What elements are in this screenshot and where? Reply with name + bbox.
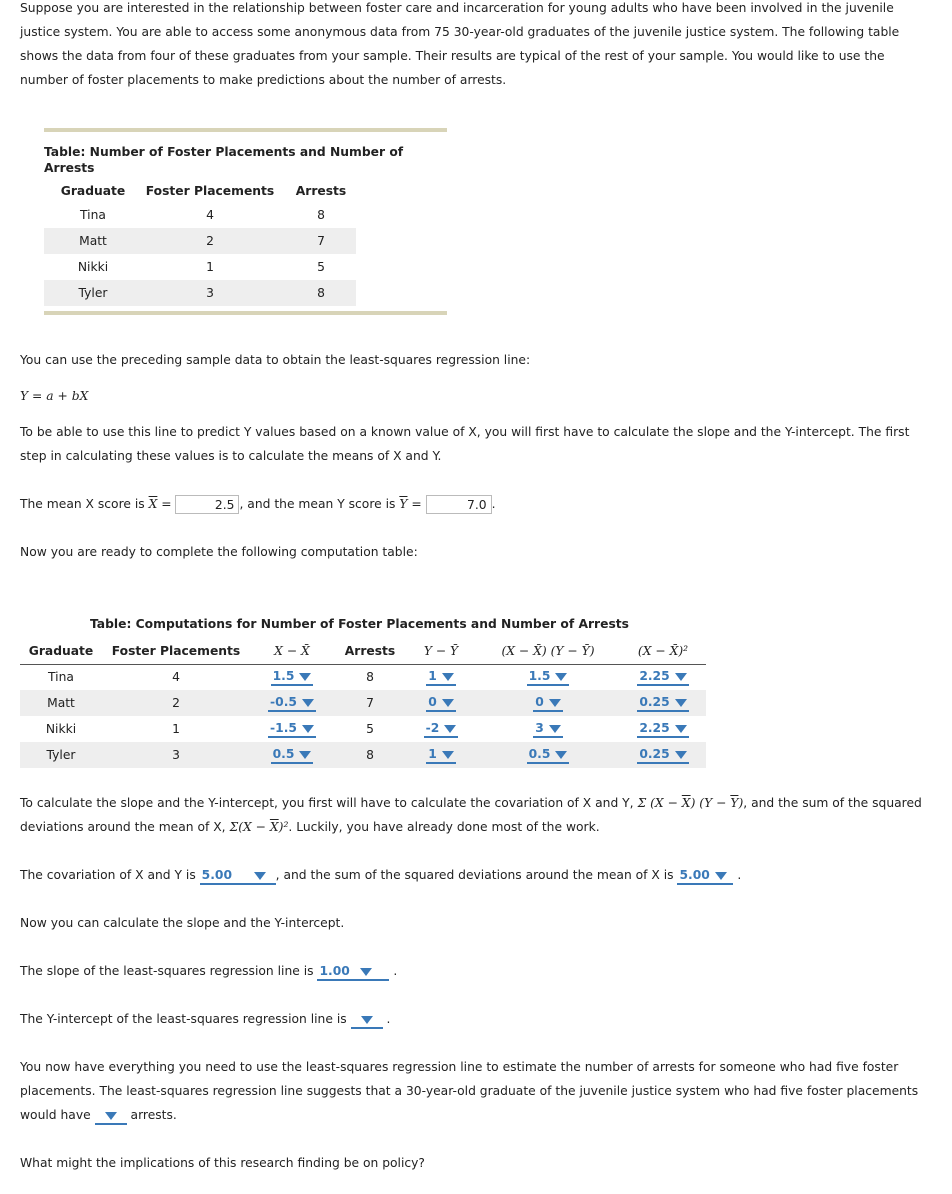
table1-cell-graduate: Tyler bbox=[78, 286, 108, 300]
table2-cell-arrests: 8 bbox=[366, 748, 374, 762]
product-dropdown[interactable] bbox=[533, 720, 563, 738]
table1-cell-arrests: 8 bbox=[317, 208, 325, 222]
ss-formula: $\Sigma(X - \overline{X})^2$ bbox=[229, 820, 289, 834]
table1-header-arrests: Arrests bbox=[295, 184, 347, 198]
table1-header-graduate: Graduate bbox=[60, 184, 126, 198]
slope-intercept-text: To be able to use this line to predict Y values based on a known value of X, you will first have to calculate the slope and the Y-intercept. The first step in calculating these values is to calculate the means of X and Y. bbox=[20, 425, 910, 463]
xdev-dropdown[interactable] bbox=[271, 668, 314, 686]
squared-dropdown[interactable] bbox=[637, 720, 688, 738]
chevron-down-icon bbox=[549, 699, 561, 707]
product-value: 3 bbox=[535, 721, 544, 735]
table1-cell-placements: 2 bbox=[206, 234, 214, 248]
squared-value: 2.25 bbox=[639, 721, 670, 735]
table1-bottom-rule bbox=[44, 311, 447, 315]
product-value: 0.5 bbox=[528, 747, 551, 761]
table2-cell-graduate: Matt bbox=[47, 696, 75, 710]
xdev-dropdown[interactable] bbox=[268, 694, 316, 712]
table1-cell-arrests: 5 bbox=[317, 260, 325, 274]
mean-y-input[interactable]: 7.0 bbox=[426, 495, 492, 514]
table2-cell-placements: 4 bbox=[172, 670, 180, 685]
ydev-dropdown[interactable] bbox=[424, 720, 459, 738]
product-dropdown[interactable] bbox=[533, 694, 563, 712]
ydev-value: -2 bbox=[425, 721, 440, 735]
table2-header-xdev: X − X̄ bbox=[274, 643, 310, 658]
ydev-dropdown[interactable] bbox=[426, 668, 456, 686]
chevron-down-icon bbox=[442, 699, 454, 707]
ydev-value: 1 bbox=[428, 669, 437, 684]
chevron-down-icon bbox=[299, 673, 311, 681]
chevron-down-icon bbox=[361, 1016, 373, 1024]
intro-paragraph: Suppose you are interested in the relationship between foster care and incarceration for young adults who have been involved in the juvenile justice system. You are able to access some anonymous data from 75 30-year-old graduates of the juvenile justice system. The following table shows the data from four of these graduates from your sample. Their results are typical of the rest of your sample. You would like to use the number of foster placements to make predictions about the number of arrests. bbox=[20, 1, 900, 87]
chevron-down-icon bbox=[444, 725, 456, 733]
xdev-value: 0.5 bbox=[272, 747, 295, 761]
intercept-dropdown[interactable] bbox=[351, 1011, 383, 1029]
policy-question: What might the implications of this research finding be on policy? bbox=[20, 1156, 425, 1170]
table2 bbox=[20, 638, 706, 768]
covariation-line: The covariation of X and Y is 5.00 , and the sum of the squared deviations around the mean of X is 5.00 . bbox=[20, 863, 741, 887]
slope-value: 1.00 bbox=[319, 964, 350, 978]
squared-value: 2.25 bbox=[639, 669, 670, 684]
computation-intro-text: Now you are ready to complete the following computation table: bbox=[20, 545, 418, 559]
mean-x-input[interactable]: 2.5 bbox=[175, 495, 239, 514]
covariation-value: 5.00 bbox=[201, 868, 232, 882]
intercept-line: The Y-intercept of the least-squares regression line is . bbox=[20, 1007, 390, 1031]
chevron-down-icon bbox=[442, 751, 454, 759]
ss-label: , and the sum of the squared deviations around the mean of X is bbox=[275, 868, 674, 882]
table2-cell-placements: 3 bbox=[172, 748, 180, 762]
table-row bbox=[20, 742, 706, 768]
ss-value: 5.00 bbox=[679, 868, 710, 882]
table2-cell-arrests: 8 bbox=[366, 670, 374, 685]
chevron-down-icon bbox=[715, 872, 727, 880]
prediction-text-part2: arrests. bbox=[130, 1108, 177, 1122]
product-value: 1.5 bbox=[528, 669, 551, 684]
table2-header-squared: (X − X̄)² bbox=[637, 643, 689, 658]
table-row bbox=[44, 280, 356, 306]
ydev-value: 1 bbox=[428, 747, 437, 761]
table2-cell-arrests: 7 bbox=[366, 696, 374, 710]
product-dropdown[interactable] bbox=[527, 746, 570, 764]
x-bar-symbol: $\overline{X}$ bbox=[148, 497, 158, 511]
ydev-dropdown[interactable] bbox=[426, 746, 456, 764]
covariation-label: The covariation of X and Y is bbox=[20, 868, 196, 882]
xdev-dropdown[interactable] bbox=[271, 746, 314, 764]
table2-cell-graduate: Nikki bbox=[45, 722, 77, 736]
table1-cell-graduate: Tina bbox=[80, 208, 106, 222]
squared-dropdown[interactable] bbox=[637, 746, 688, 764]
squared-dropdown[interactable] bbox=[637, 694, 688, 712]
table1-cell-placements: 1 bbox=[206, 260, 214, 274]
xdev-value: 1.5 bbox=[272, 669, 295, 684]
chevron-down-icon bbox=[302, 699, 314, 707]
table2-header-ydev: Y − Ȳ bbox=[423, 643, 459, 658]
table2-header-product: (X − X̄) (Y − Ȳ) bbox=[501, 643, 595, 658]
chevron-down-icon bbox=[549, 725, 561, 733]
xdev-value: -1.5 bbox=[270, 721, 297, 735]
y-bar-symbol: $\overline{Y}$ bbox=[399, 497, 408, 511]
xdev-dropdown[interactable] bbox=[268, 720, 316, 738]
mean-x-label: The mean X score is bbox=[20, 497, 145, 511]
table1-cell-placements: 4 bbox=[206, 208, 214, 222]
squared-value: 0.25 bbox=[639, 747, 670, 761]
ydev-value: 0 bbox=[428, 695, 437, 709]
table1-container bbox=[44, 128, 447, 315]
squared-dropdown[interactable] bbox=[637, 668, 688, 686]
table-row bbox=[20, 690, 706, 716]
table1-title: Table: Number of Foster Placements and Number of Arrests bbox=[44, 145, 404, 175]
table2-header-placements: Foster Placements bbox=[111, 643, 241, 658]
chevron-down-icon bbox=[675, 673, 687, 681]
table2-cell-graduate: Tyler bbox=[46, 748, 76, 762]
table1-cell-placements: 3 bbox=[206, 286, 214, 300]
covariation-text-part2: , and the sum of the squared deviations around the mean of X, bbox=[20, 796, 922, 834]
table2-cell-placements: 2 bbox=[172, 696, 180, 710]
covariation-dropdown[interactable] bbox=[200, 867, 276, 885]
table1-cell-graduate: Nikki bbox=[77, 260, 109, 274]
table1 bbox=[44, 180, 356, 306]
product-value: 0 bbox=[535, 695, 544, 709]
covariation-text bbox=[20, 791, 935, 839]
calc-slope-text: Now you can calculate the slope and the Y-intercept. bbox=[20, 916, 345, 930]
chevron-down-icon bbox=[105, 1112, 117, 1120]
xdev-value: -0.5 bbox=[270, 695, 297, 709]
means-line: The mean X score is $\overline{X} = 2.5$ , and the mean Y score is $\overline{Y} = 7.0$ . bbox=[20, 497, 496, 512]
chevron-down-icon bbox=[302, 725, 314, 733]
table2-header-arrests: Arrests bbox=[344, 643, 396, 658]
prediction-text bbox=[20, 1055, 935, 1127]
table-row bbox=[20, 716, 706, 742]
regression-intro-text: You can use the preceding sample data to obtain the least-squares regression line: bbox=[20, 353, 531, 367]
chevron-down-icon bbox=[675, 699, 687, 707]
table-row bbox=[20, 664, 706, 690]
slope-label: The slope of the least-squares regression line is bbox=[20, 964, 314, 978]
covariation-text-part3: . Luckily, you have already done most of the work. bbox=[288, 820, 600, 834]
prediction-text-part1: You now have everything you need to use the least-squares regression line to estimate the number of arrests for someone who had five foster placements. The least-squares regression line suggests that a 30-year-old graduate of the juvenile justice system who had five foster placements would have bbox=[20, 1060, 919, 1122]
table1-header-placements: Foster Placements bbox=[145, 184, 275, 198]
mean-y-label: , and the mean Y score is bbox=[239, 497, 396, 511]
ss-dropdown[interactable] bbox=[677, 867, 733, 885]
squared-value: 0.25 bbox=[639, 695, 670, 709]
table1-top-rule bbox=[44, 128, 447, 132]
covariation-formula: Σ $(X - \overline{X})$ $(Y - \overline{Y})$ bbox=[637, 796, 744, 810]
table-row bbox=[44, 228, 356, 254]
chevron-down-icon bbox=[555, 751, 567, 759]
chevron-down-icon bbox=[360, 968, 372, 976]
product-dropdown[interactable] bbox=[527, 668, 570, 686]
chevron-down-icon bbox=[299, 751, 311, 759]
table2-cell-graduate: Tina bbox=[48, 670, 74, 685]
prediction-dropdown[interactable] bbox=[95, 1107, 127, 1125]
table1-cell-arrests: 8 bbox=[317, 286, 325, 300]
intercept-label: The Y-intercept of the least-squares regression line is bbox=[20, 1012, 347, 1026]
ydev-dropdown[interactable] bbox=[426, 694, 456, 712]
table2-header-graduate: Graduate bbox=[28, 643, 94, 658]
regression-equation: Y = a + bX bbox=[20, 389, 89, 403]
chevron-down-icon bbox=[675, 751, 687, 759]
table2-title: Table: Computations for Number of Foster Placements and Number of Arrests bbox=[90, 617, 629, 631]
chevron-down-icon bbox=[555, 673, 567, 681]
chevron-down-icon bbox=[675, 725, 687, 733]
chevron-down-icon bbox=[442, 673, 454, 681]
slope-dropdown[interactable] bbox=[317, 963, 389, 981]
slope-line: The slope of the least-squares regression line is 1.00 . bbox=[20, 959, 397, 983]
table2-cell-arrests: 5 bbox=[366, 722, 374, 736]
table1-cell-graduate: Matt bbox=[79, 234, 107, 248]
table-row bbox=[44, 202, 356, 228]
table-row bbox=[44, 254, 356, 280]
covariation-text-part1: To calculate the slope and the Y-intercept, you first will have to calculate the covariation of X and Y, bbox=[20, 796, 634, 810]
table1-cell-arrests: 7 bbox=[317, 234, 325, 248]
table2-cell-placements: 1 bbox=[172, 722, 180, 736]
chevron-down-icon bbox=[254, 872, 266, 880]
